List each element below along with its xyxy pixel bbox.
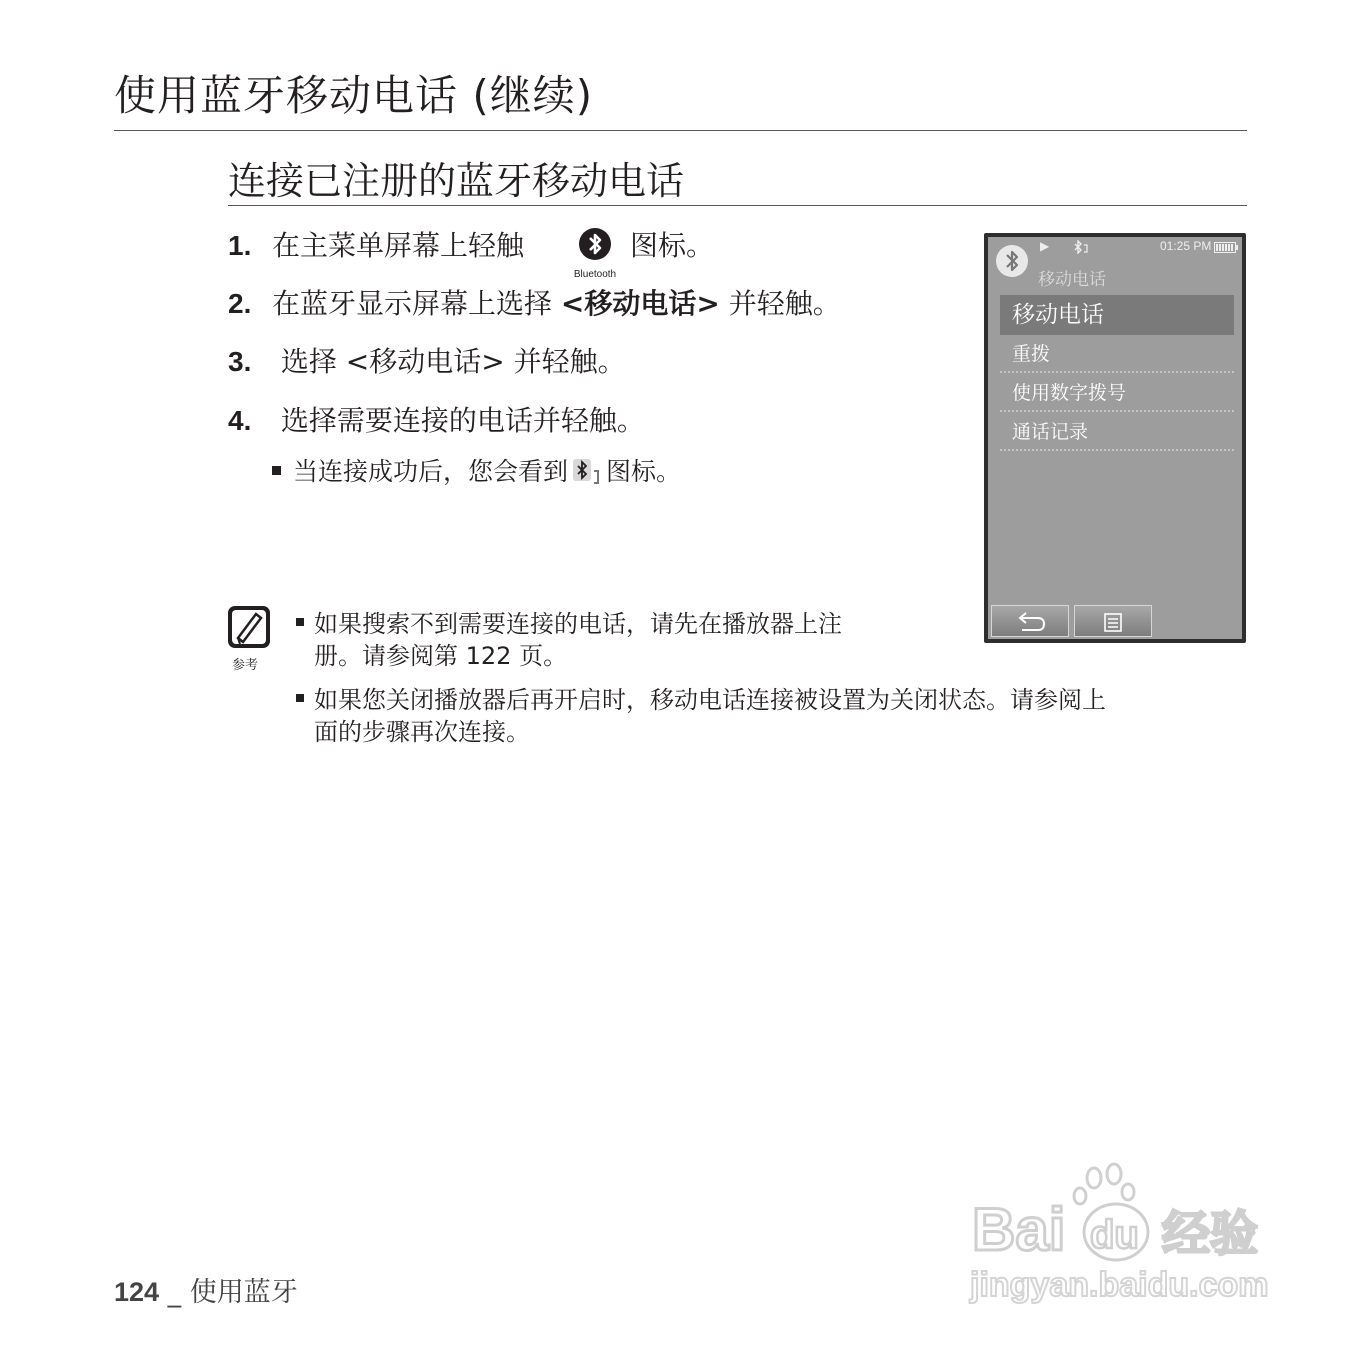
menu-item-digit-dial[interactable]: 使用数字拨号 <box>1000 374 1234 412</box>
bluetooth-connected-icon <box>572 457 602 485</box>
step-text: 在蓝牙显示屏幕上选择 <box>272 287 561 320</box>
connection-tip <box>272 454 681 490</box>
screen-title: 移动电话 <box>1038 270 1106 290</box>
bluetooth-icon <box>996 245 1028 277</box>
note-item <box>296 684 1256 748</box>
svg-text:jingyan.baidu.com: jingyan.baidu.com <box>970 1266 1269 1304</box>
menu-button[interactable] <box>1074 605 1152 637</box>
svg-text:经验: 经验 <box>1162 1206 1259 1262</box>
tip-text: 当连接成功后，您会看到 <box>293 457 569 486</box>
bullet-square <box>296 694 304 702</box>
back-arrow-icon <box>992 606 1070 638</box>
section-title: 连接已注册的蓝牙移动电话 <box>228 159 685 203</box>
page-footer <box>114 1274 298 1311</box>
menu-item-redial[interactable]: 重拨 <box>1000 335 1234 373</box>
menu-item-call-log[interactable]: 通话记录 <box>1000 413 1234 451</box>
step-text-end: 并轻触。 <box>719 287 841 320</box>
section-divider <box>228 205 1247 206</box>
bluetooth-status-icon <box>1072 239 1090 253</box>
footer-section: 使用蓝牙 <box>189 1277 298 1308</box>
note-line: 册。请参阅第 122 页。 <box>314 642 568 670</box>
status-bar <box>988 237 1242 291</box>
bluetooth-icon <box>579 228 611 260</box>
note-line: 如果您关闭播放器后再开启时，移动电话连接被设置为关闭状态。请参阅上 <box>314 686 1106 714</box>
svg-text:du: du <box>1090 1213 1139 1257</box>
step-text: 在主菜单屏幕上轻触 <box>272 229 525 262</box>
step-number: 4. <box>228 405 252 436</box>
note-line: 面的步骤再次连接。 <box>314 718 530 746</box>
bluetooth-menu-icon <box>570 225 618 285</box>
page-title: 使用蓝牙移动电话 (继续) <box>114 71 594 120</box>
note-item <box>296 608 946 672</box>
device-screen <box>988 237 1242 639</box>
menu-item-mobile-phone[interactable]: 移动电话 <box>1000 295 1234 335</box>
tip-text-end: 图标。 <box>606 457 682 486</box>
battery-icon <box>1214 242 1236 253</box>
step-number: 2. <box>228 288 252 319</box>
bullet-square <box>272 466 281 475</box>
step-1 <box>228 226 524 266</box>
play-icon: ▶ <box>1040 239 1050 253</box>
step-text: 选择 <移动电话> 并轻触。 <box>272 345 626 378</box>
step-1-suffix: 图标。 <box>630 229 715 262</box>
step-number: 3. <box>228 346 252 377</box>
note-label: 参考 <box>232 658 259 673</box>
menu-keyword: <移动电话> <box>560 287 720 320</box>
baidu-watermark <box>966 1160 1276 1310</box>
note-pencil-icon <box>226 604 272 650</box>
bluetooth-caption: Bluetooth <box>573 269 617 280</box>
step-text: 选择需要连接的电话并轻触。 <box>272 404 645 437</box>
list-icon <box>1075 606 1153 638</box>
note-line: 如果搜索不到需要连接的电话，请先在播放器上注 <box>314 610 842 638</box>
step-number: 1. <box>228 230 252 261</box>
step-4 <box>228 401 645 441</box>
title-divider <box>114 130 1247 131</box>
step-3 <box>228 342 626 382</box>
device-screenshot <box>984 233 1246 643</box>
bullet-square <box>296 618 304 626</box>
page-number: 124 <box>114 1277 160 1307</box>
svg-text:Bai: Bai <box>972 1196 1066 1263</box>
back-button[interactable] <box>991 605 1069 637</box>
step-2 <box>228 284 841 324</box>
footer-separator: _ <box>167 1277 182 1308</box>
clock: 01:25 PM <box>1160 239 1212 253</box>
